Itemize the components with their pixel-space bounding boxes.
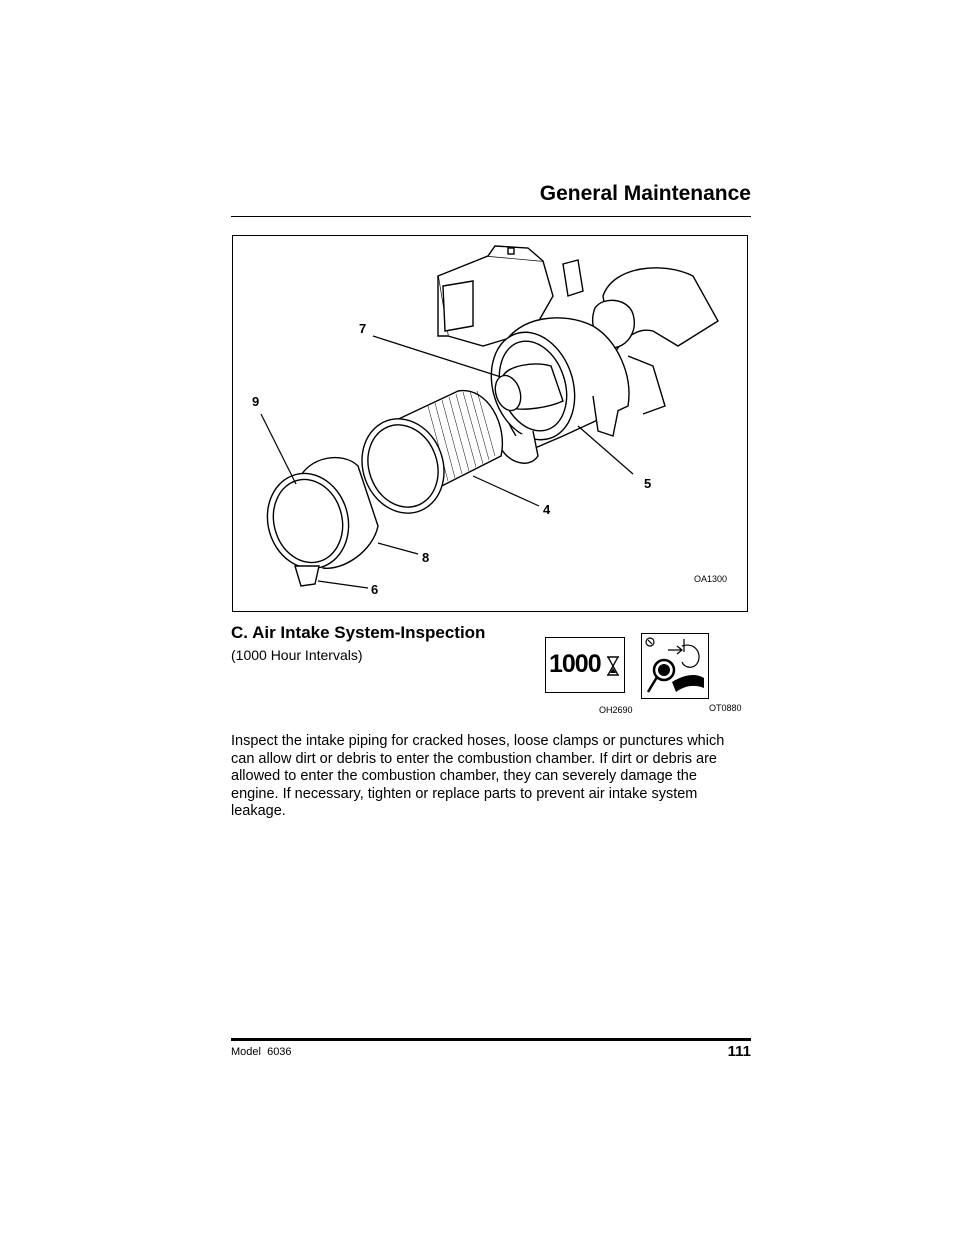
inspect-badge (641, 633, 709, 699)
footer-model: Model 6036 (231, 1046, 292, 1058)
page-number: 111 (727, 1043, 751, 1060)
footer-rule (231, 1038, 751, 1041)
header-rule (231, 216, 751, 217)
callout-5: 5 (644, 476, 652, 491)
air-cleaner-figure (232, 235, 748, 612)
callout-8: 8 (422, 550, 430, 565)
page-header-title: General Maintenance (539, 182, 751, 205)
hours-interval-badge (545, 637, 625, 693)
body-paragraph: Inspect the intake piping for cracked hoses, loose clamps or punctures which can allow dirt or debris to enter the combustion chamber. If dirt or debris are allowed to enter the combustion chamber, they can severely damage the engine. If necessary, tighten or replace parts to prevent air intake system leakage. (231, 733, 725, 819)
figure-code: OA1300 (694, 574, 728, 584)
hours-value: 1000 (549, 650, 601, 678)
hourglass-icon (606, 656, 620, 676)
inspect-magnifier-icon (642, 634, 708, 698)
callout-4: 4 (543, 502, 551, 517)
section-title: C. Air Intake System-Inspection (231, 623, 486, 642)
air-cleaner-illustration (233, 236, 746, 610)
hours-icon-code: OH2690 (599, 705, 633, 715)
section-subtitle: (1000 Hour Intervals) (231, 647, 363, 663)
callout-9: 9 (252, 394, 260, 409)
callout-7: 7 (359, 321, 367, 336)
callout-6: 6 (371, 582, 379, 597)
inspect-icon-code: OT0880 (709, 703, 742, 713)
